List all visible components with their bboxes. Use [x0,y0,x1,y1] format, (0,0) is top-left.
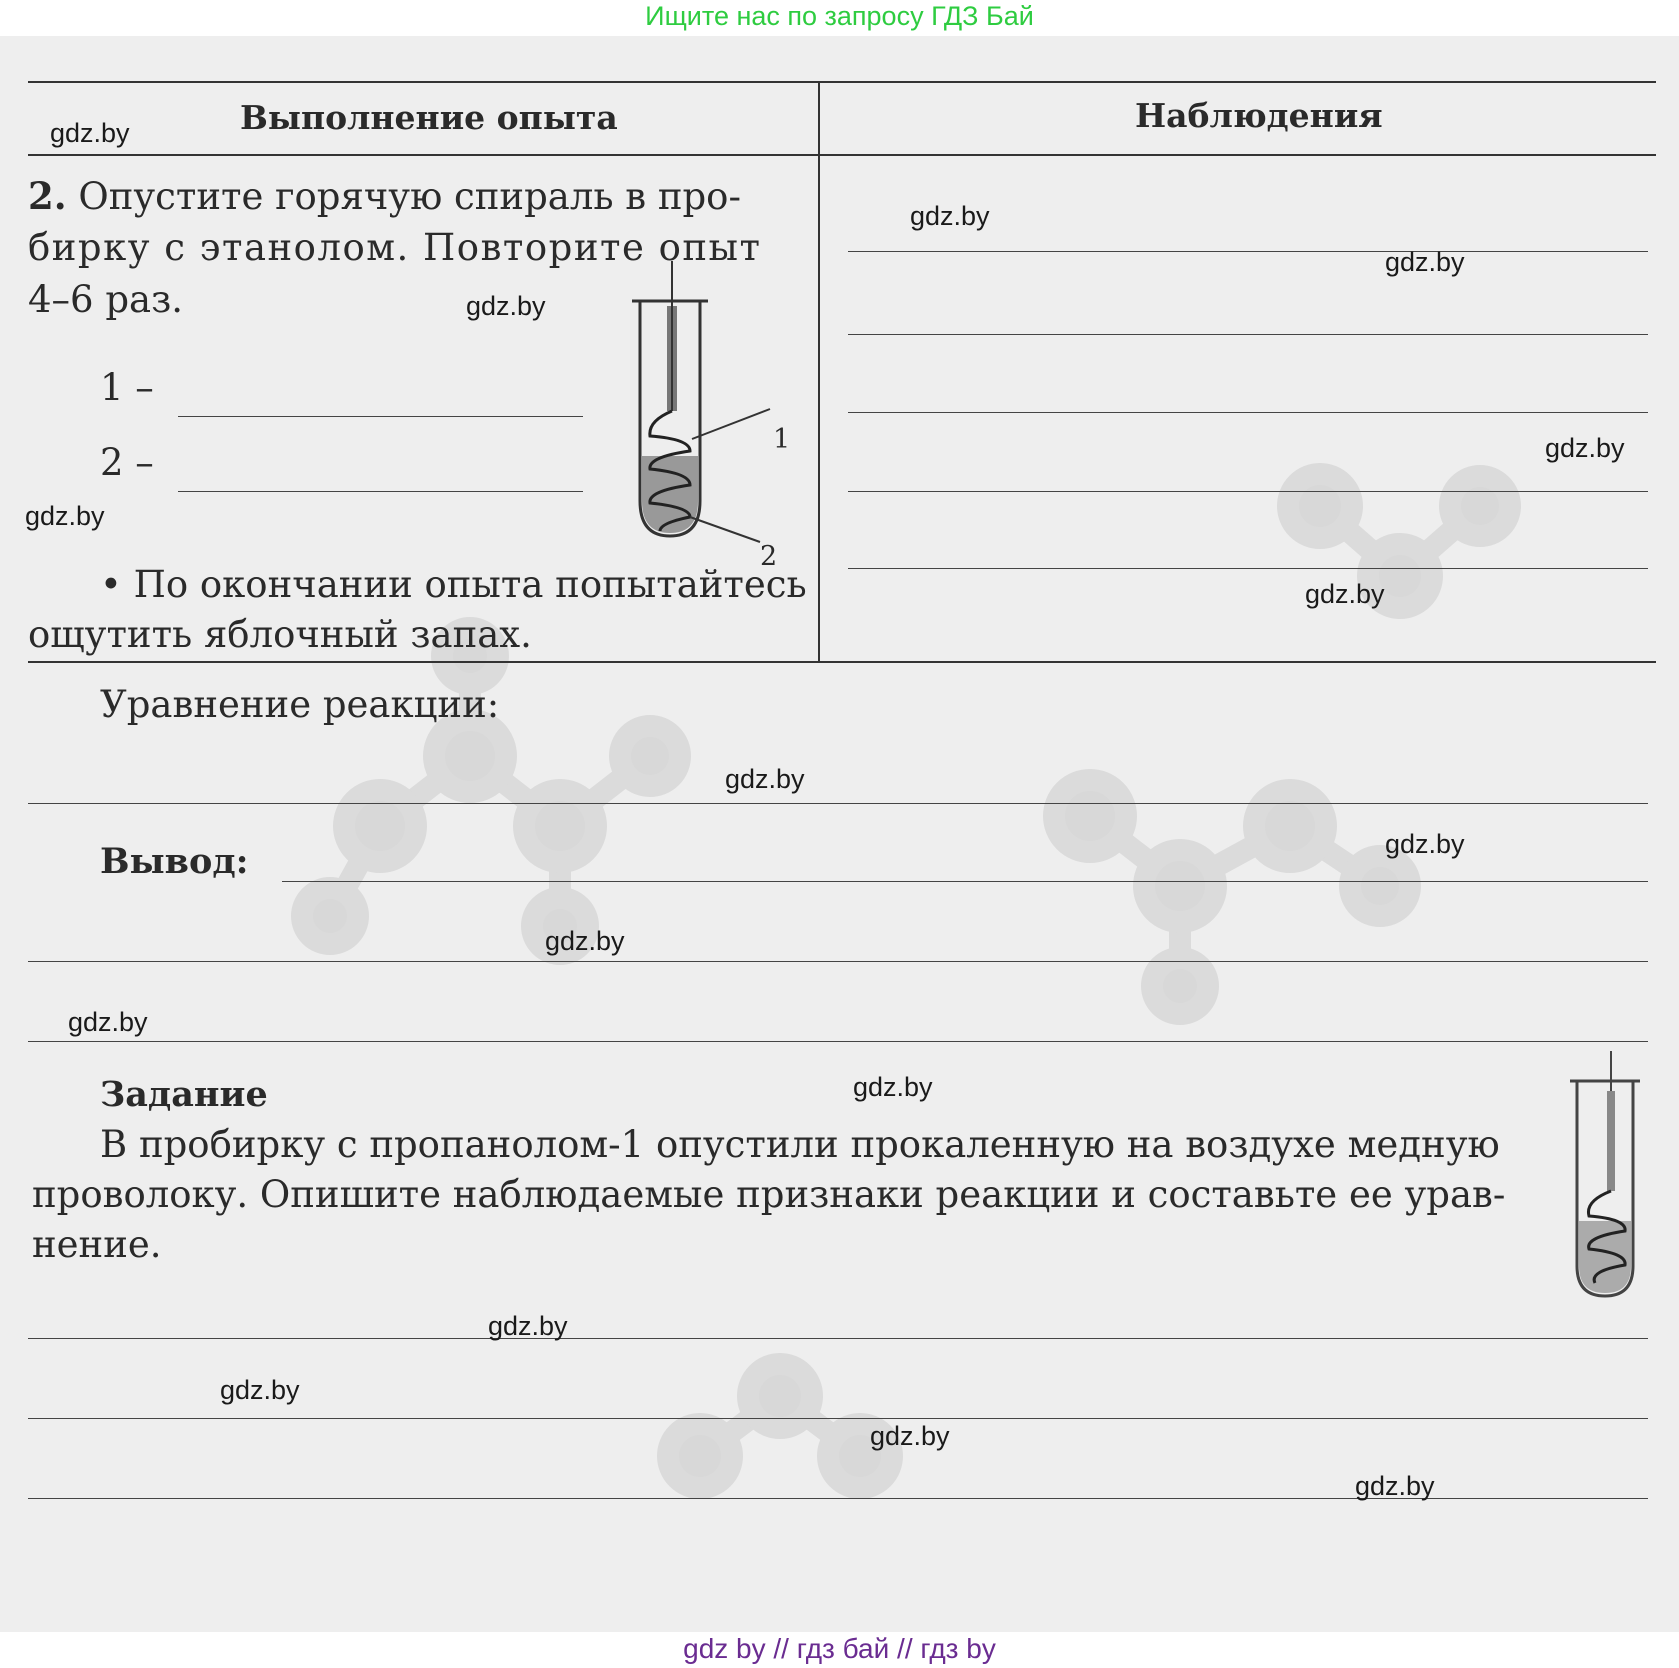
label-1: 1 – [100,366,154,409]
watermark: gdz.by [910,201,990,231]
watermark: gdz.by [1305,579,1385,609]
label-1-answer-line [178,416,583,417]
watermark: gdz.by [725,764,805,794]
watermark: gdz.by [1545,433,1625,463]
observation-line-5 [848,568,1648,569]
task-answer-line-1 [28,1338,1648,1339]
column-header-execution: Выполнение опыта [240,98,618,137]
conclusion-label: Вывод: [100,841,249,882]
watermark: gdz.by [488,1311,568,1341]
reaction-answer-line [28,803,1648,804]
step-line-3: 4–6 раз. [28,278,184,321]
observation-line-3 [848,412,1648,413]
watermark: gdz.by [50,118,130,148]
observation-line-4 [848,491,1648,492]
watermark: gdz.by [1385,247,1465,277]
step-number: 2. [28,174,67,218]
observation-line-1 [848,251,1648,252]
conclusion-line-2 [28,961,1648,962]
watermark: gdz.by [1355,1471,1435,1501]
task-answer-line-2 [28,1418,1648,1419]
reaction-equation-label: Уравнение реакции: [100,683,500,726]
watermark: gdz.by [853,1072,933,1102]
task-line-3: нение. [32,1223,162,1266]
step-line-1 [28,174,741,218]
conclusion-line-3 [28,1041,1648,1042]
watermark: gdz.by [870,1421,950,1451]
figure-label-1: 1 [773,424,791,455]
note-line-1 [100,563,807,606]
watermark: gdz.by [1385,829,1465,859]
table-header-rule [28,154,1656,156]
bleed-through-test-tube [1565,1051,1645,1311]
label-2-answer-line [178,491,583,492]
note-line-2: ощутить яблочный запах. [28,613,532,656]
table-top-rule [28,81,1656,83]
note-line-1-text: По окончании опыта попытайтесь [133,563,807,606]
test-tube-spiral-figure [620,261,860,561]
table-bottom-rule [28,661,1656,663]
workbook-page [0,36,1679,1632]
watermark: gdz.by [466,291,546,321]
task-line-1: В пробирку с пропанолом-1 опустили прокаленную на воздухе медную [100,1123,1500,1166]
top-banner: Ищите нас по запросу ГДЗ Бай [0,0,1679,34]
bottom-banner: gdz by // гдз бай // гдз by [0,1632,1679,1668]
task-line-2: проволоку. Опишите наблюдаемые признаки реакции и составьте ее урав- [32,1173,1506,1216]
observation-line-2 [848,334,1648,335]
bullet: • [100,563,122,606]
step-line-1-text: Опустите горячую спираль в про- [78,175,741,218]
column-header-observations: Наблюдения [1135,96,1383,135]
watermark: gdz.by [220,1375,300,1405]
figure-label-2: 2 [760,541,778,572]
step-line-2: бирку с этанолом. Повторите опыт [28,226,762,269]
watermark: gdz.by [25,501,105,531]
conclusion-line-1 [282,881,1648,882]
task-title: Задание [100,1074,268,1115]
label-2: 2 – [100,441,154,484]
watermark: gdz.by [545,926,625,956]
watermark: gdz.by [68,1007,148,1037]
